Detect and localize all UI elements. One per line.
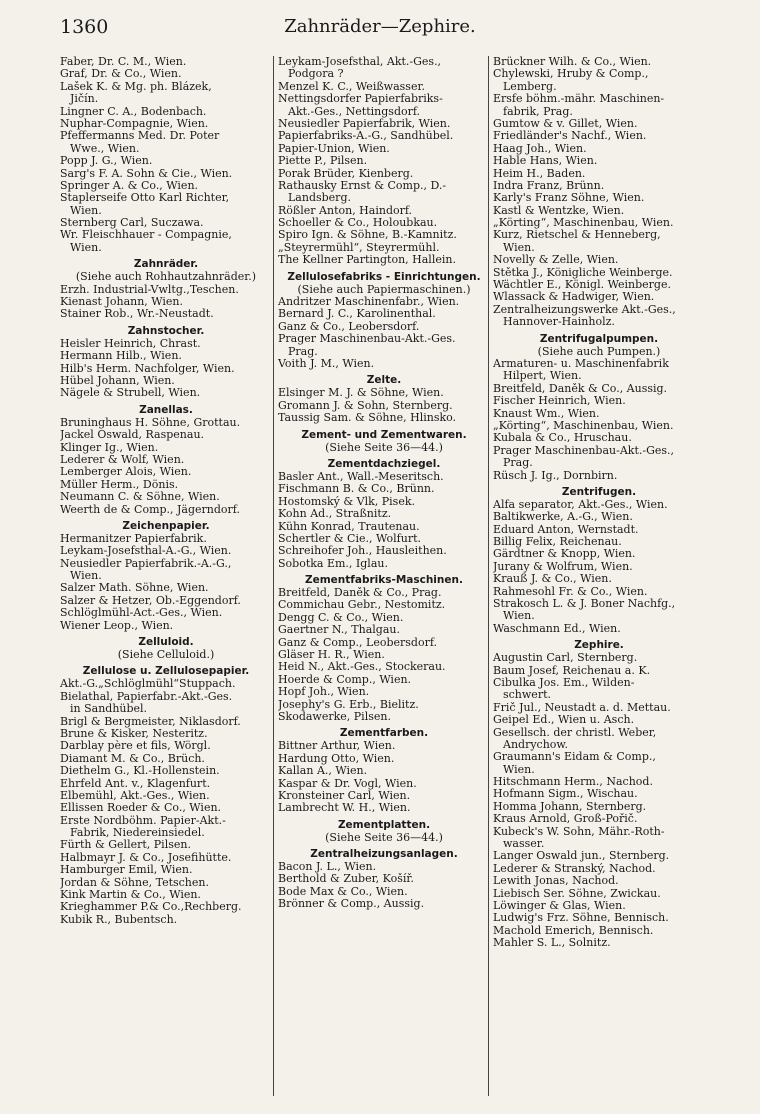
directory-entry: Papierfabriks-A.-G., Sandhübel. — [278, 130, 454, 143]
directory-entry: Stainer Rob., Wr.-Neustadt. — [60, 308, 214, 321]
directory-entry: Kallan A., Wien. — [278, 765, 368, 778]
directory-entry: Billig Felix, Reichenau. — [493, 536, 622, 549]
directory-entry: Elbemühl, Akt.-Ges., Wien. — [60, 789, 210, 802]
directory-entry: Brune & Kisker, Nesteritz. — [60, 727, 208, 740]
directory-entry: Hermanitzer Papierfabrik. — [60, 532, 207, 545]
directory-entry: Indra Franz, Brünn. — [493, 179, 605, 192]
entry-continuation: Hilpert, Wien. — [503, 370, 582, 383]
directory-entry: Liebisch Ser. Söhne, Zwickau. — [493, 887, 661, 900]
cross-reference-note: (Siehe auch Rohhautzahnräder.) — [75, 271, 257, 284]
directory-entry: Cibulka Jos. Em., Wilden- — [493, 676, 635, 689]
section-heading: Zellulose u. Zellulosepapier. — [82, 665, 250, 678]
directory-entry: Hoerde & Comp., Wien. — [278, 673, 412, 686]
directory-entry: Graf, Dr. & Co., Wien. — [60, 68, 182, 81]
directory-entry: Hübel Johann, Wien. — [60, 374, 175, 387]
directory-entry: Neusiedler Papierfabrik, Wien. — [278, 117, 451, 130]
directory-entry: Leykam-Josefsthal-A.-G., Wien. — [60, 545, 232, 558]
directory-entry: Popp J. G., Wien. — [60, 155, 153, 168]
directory-entry: Nettingsdorfer Papierfabriks- — [278, 93, 443, 106]
directory-entry: Wlassack & Hadwiger, Wien. — [493, 291, 655, 304]
directory-entry: Kastl & Wentzke, Wien. — [493, 204, 625, 217]
directory-entry: Waschmann Ed., Wien. — [493, 622, 621, 635]
directory-entry: Lemberger Alois, Wien. — [60, 466, 192, 479]
section-heading: Zementdachziegel. — [327, 457, 441, 470]
directory-entry: Hilb's Herm. Nachfolger, Wien. — [60, 362, 235, 375]
page-number: 1360 — [60, 16, 109, 38]
section-heading: Zahnstocher. — [127, 324, 205, 337]
directory-entry: Josephy's G. Erb., Bielitz. — [278, 698, 419, 711]
directory-entry: Hardung Otto, Wien. — [278, 752, 395, 765]
directory-entry: Ganz & Co., Leobersdorf. — [278, 320, 420, 333]
entry-continuation: in Sandhübel. — [70, 703, 148, 716]
directory-entry: Bode Max & Co., Wien. — [278, 885, 408, 898]
cross-reference-note: (Siehe Celluloid.) — [117, 649, 215, 662]
directory-entry: Andritzer Maschinenfabr., Wien. — [278, 296, 460, 309]
entry-continuation: Wwe., Wien. — [70, 142, 140, 155]
entry-continuation: Fabrik, Niedereinsiedel. — [70, 827, 205, 840]
directory-entry: Heisler Heinrich, Chrast. — [60, 337, 201, 350]
directory-entry: Geipel Ed., Wien u. Asch. — [493, 714, 635, 727]
directory-entry: Prager Maschinenbau-Akt.-Ges. — [278, 333, 456, 346]
cross-reference-note: (Siehe Seite 36—44.) — [325, 441, 443, 454]
directory-entry: Ehrfeld Ant. v., Klagenfurt. — [60, 777, 211, 790]
directory-entry: Kohn Ad., Straßnitz. — [278, 508, 392, 521]
directory-entry: Lederer & Stranský, Nachod. — [493, 862, 656, 875]
directory-entry: Schoeller & Co., Holoubkau. — [278, 217, 438, 230]
directory-entry: Diamant M. & Co., Brüch. — [60, 752, 205, 765]
directory-entry: Piette P., Pilsen. — [278, 155, 368, 168]
entry-continuation: Wien. — [70, 204, 102, 217]
directory-entry: Zentralheizungswerke Akt.-Ges., — [493, 303, 676, 316]
directory-entry: Salzer & Hetzer, Ob.-Eggendorf. — [60, 594, 241, 607]
directory-entry: The Kellner Partington, Hallein. — [278, 254, 456, 267]
entry-continuation: Jičín. — [70, 93, 99, 106]
directory-entry: Hostomský & Vlk, Pisek. — [278, 495, 416, 508]
directory-entry: Lewith Jonas, Nachod. — [493, 875, 619, 888]
directory-entry: Kraus Arnold, Groß-Pořič. — [493, 813, 638, 826]
directory-entry: Sarg's F. A. Sohn & Cie., Wien. — [60, 167, 233, 180]
column-middle — [278, 56, 490, 911]
directory-entry: Mahler S. L., Solnitz. — [493, 937, 611, 950]
directory-entry: „Körting“, Maschinenbau, Wien. — [493, 217, 674, 230]
directory-entry: Weerth de & Comp., Jägerndorf. — [60, 503, 240, 516]
column-left — [60, 56, 272, 926]
directory-entry: Elsinger M. J. & Söhne, Wien. — [278, 387, 444, 400]
directory-entry: Rahmesohl Fr. & Co., Wien. — [493, 585, 648, 598]
entry-continuation: Andrychow. — [503, 738, 569, 751]
entry-continuation: wasser. — [503, 838, 545, 851]
directory-entry: Langer Oswald jun., Sternberg. — [493, 850, 670, 863]
directory-entry: Commichau Gebr., Nestomitz. — [278, 599, 446, 612]
section-heading: Zellulosefabriks - Einrichtungen. — [287, 270, 481, 283]
directory-entry: Hable Hans, Wien. — [493, 155, 598, 168]
directory-entry: Knaust Wm., Wien. — [493, 407, 600, 420]
directory-entry: Halbmayr J. & Co., Josefihütte. — [60, 851, 232, 864]
entry-continuation: Wien. — [70, 570, 102, 583]
directory-entry: Menzel K. C., Weißwasser. — [278, 80, 426, 93]
column-right — [493, 56, 705, 950]
directory-entry: Löwinger & Glas, Wien. — [493, 900, 626, 912]
entry-continuation: Lemberg. — [503, 80, 557, 93]
directory-entry: Neumann C. & Söhne, Wien. — [60, 491, 220, 504]
directory-entry: Kink Martin & Co., Wien. — [60, 889, 201, 902]
directory-entry: Akt.-G.„Schlöglmühl“Stuppach. — [60, 678, 236, 691]
directory-entry: Bernard J. C., Karolinenthal. — [278, 308, 436, 321]
directory-entry: Jackel Oswald, Raspenau. — [60, 429, 205, 442]
directory-entry: Hofmann Sigm., Wischau. — [493, 788, 638, 801]
directory-entry: Jordan & Söhne, Tetschen. — [60, 876, 209, 889]
directory-entry: Baum Josef, Reichenau a. K. — [493, 664, 651, 677]
directory-entry: Brückner Wilh. & Co., Wien. — [493, 56, 652, 68]
directory-entry: Kaspar & Dr. Vogl, Wien. — [278, 777, 417, 790]
directory-entry: Lingner C. A., Bodenbach. — [60, 105, 207, 118]
entry-continuation: Akt.-Ges., Nettingsdorf. — [288, 105, 421, 118]
directory-entry: Bittner Arthur, Wien. — [278, 740, 396, 753]
directory-entry: Kubik R., Bubentsch. — [60, 913, 178, 926]
directory-entry: Hitschmann Herm., Nachod. — [493, 776, 653, 789]
directory-entry: Gumtow & v. Gillet, Wien. — [493, 117, 638, 130]
cross-reference-note: (Siehe Seite 36—44.) — [325, 831, 443, 844]
directory-entry: Schlöglmühl-Act.-Ges., Wien. — [60, 607, 223, 620]
entry-continuation: Wien. — [503, 241, 535, 254]
directory-entry: Wächtler E., Königl. Weinberge. — [493, 279, 671, 292]
directory-entry: Erzh. Industrial-Vwltg.,Teschen. — [60, 283, 239, 296]
directory-entry: Krauß J. & Co., Wien. — [493, 573, 612, 586]
directory-entry: Kurz, Rietschel & Henneberg, — [493, 229, 661, 242]
entry-continuation: Landsberg. — [288, 192, 351, 205]
directory-entry: Lederer & Wolf, Wien. — [60, 453, 185, 466]
directory-entry: Ludwig's Frz. Söhne, Bennisch. — [493, 912, 669, 925]
directory-entry: Gärdtner & Knopp, Wien. — [493, 548, 636, 561]
directory-entry: Bruninghaus H. Söhne, Grottau. — [60, 416, 241, 429]
directory-entry: Lambrecht W. H., Wien. — [278, 802, 411, 815]
directory-entry: Hamburger Emil, Wien. — [60, 864, 193, 877]
directory-entry: Strakosch L. & J. Boner Nachfg., — [493, 598, 676, 611]
directory-entry: Armaturen- u. Maschinenfabrik — [493, 357, 669, 370]
directory-entry: Eduard Anton, Wernstadt. — [493, 523, 639, 536]
directory-entry: Neusiedler Papierfabrik.-A.-G., — [60, 557, 232, 570]
directory-entry: Gläser H. R., Wien. — [278, 649, 385, 662]
directory-entry: Machold Emerich, Bennisch. — [493, 924, 654, 937]
directory-entry: Fischer Heinrich, Wien. — [493, 395, 626, 408]
directory-entry: Bacon J. L., Wien. — [278, 861, 377, 874]
directory-entry: Fürth & Gellert, Pilsen. — [60, 839, 191, 852]
directory-entry: Haag Joh., Wien. — [493, 142, 587, 155]
section-heading: Zephire. — [574, 639, 624, 652]
directory-entry: Nägele & Strubell, Wien. — [60, 387, 201, 400]
section-heading: Zentrifugalpumpen. — [539, 332, 659, 345]
directory-entry: Skodawerke, Pilsen. — [278, 710, 391, 723]
directory-entry: Heid N., Akt.-Ges., Stockerau. — [278, 661, 446, 674]
directory-entry: Diethelm G., Kl.-Hollenstein. — [60, 765, 220, 778]
directory-entry: Springer A. & Co., Wien. — [60, 179, 199, 192]
directory-entry: Rößler Anton, Haindorf. — [278, 204, 413, 217]
section-heading: Zeichenpapier. — [122, 519, 210, 532]
directory-entry: Schreihofer Joh., Hausleithen. — [278, 545, 447, 558]
page-title: Zahnräder—Zephire. — [284, 16, 476, 37]
directory-entry: Rüsch J. Ig., Dornbirn. — [493, 469, 618, 482]
directory-entry: Pfeffermanns Med. Dr. Poter — [60, 130, 220, 143]
directory-entry: Jurany & Wolfrum, Wien. — [493, 560, 633, 573]
directory-entry: „Körting“, Maschinenbau, Wien. — [493, 419, 674, 432]
directory-entry: Prager Maschinenbau-Akt.-Ges., — [493, 444, 675, 457]
directory-entry: Ganz & Comp., Leobersdorf. — [278, 636, 438, 649]
directory-entry: Gesellsch. der christl. Weber, — [493, 726, 657, 739]
directory-entry: Basler Ant., Wall.-Meseritsch. — [278, 470, 444, 483]
section-heading: Zementfabriks-Maschinen. — [305, 574, 463, 587]
section-heading: Zelte. — [366, 374, 402, 387]
directory-entry: Müller Herm., Dönis. — [60, 478, 179, 491]
directory-entry: Karly's Franz Söhne, Wien. — [493, 192, 645, 205]
directory-entry: Sternberg Carl, Suczawa. — [60, 217, 204, 230]
directory-entry: Berthold & Zuber, Košíř. — [278, 873, 414, 886]
page-header — [60, 16, 700, 42]
directory-entry: Kronsteiner Carl, Wien. — [278, 789, 411, 802]
directory-entry: Brigl & Bergmeister, Niklasdorf. — [60, 715, 241, 728]
directory-entry: Klinger Ig., Wien. — [60, 441, 159, 454]
directory-entry: Graumann's Eidam & Comp., — [493, 751, 656, 764]
directory-entry: Kienast Johann, Wien. — [60, 296, 184, 309]
directory-entry: Taussig Sam. & Söhne, Hlinsko. — [278, 412, 457, 425]
entry-continuation: Podgora ? — [288, 68, 344, 81]
directory-entry: Spiro Ign. & Söhne, B.-Kamnitz. — [278, 229, 457, 242]
directory-entry: Kühn Konrad, Trautenau. — [278, 520, 420, 533]
entry-continuation: schwert. — [503, 689, 551, 702]
directory-entry: Sobotka Em., Iglau. — [278, 557, 388, 570]
directory-entry: Novelly & Zelle, Wien. — [493, 254, 619, 267]
directory-entry: Homma Johann, Sternberg. — [493, 800, 647, 813]
entry-continuation: Wien. — [70, 241, 102, 254]
directory-entry: Papier-Union, Wien. — [278, 142, 390, 155]
directory-entry: Štětka J., Königliche Weinberge. — [493, 266, 673, 279]
directory-entry: Breitfeld, Daněk & Co., Aussig. — [493, 382, 668, 395]
directory-entry: Nuphar-Compagnie, Wien. — [60, 117, 209, 130]
directory-entry: Kubeck's W. Sohn, Mähr.-Roth- — [493, 825, 665, 838]
directory-entry: Baltikwerke, A.-G., Wien. — [493, 511, 633, 524]
directory-entry: Fischmann B. & Co., Brünn. — [278, 483, 435, 496]
directory-entry: Friedländer's Nachf., Wien. — [493, 130, 647, 143]
directory-entry: Augustin Carl, Sternberg. — [493, 652, 638, 665]
entry-continuation: Prag. — [288, 345, 318, 358]
directory-entry: Ersfe böhm.-mähr. Maschinen- — [493, 93, 665, 106]
directory-entry: Rathausky Ernst & Comp., D.- — [278, 179, 447, 192]
section-heading: Zementfarben. — [339, 727, 429, 740]
directory-entry: Voith J. M., Wien. — [278, 357, 375, 370]
section-heading: Zentralheizungsanlagen. — [310, 848, 458, 861]
directory-entry: Breitfeld, Daněk & Co., Prag. — [278, 587, 442, 600]
section-heading: Zelluloid. — [138, 636, 194, 649]
directory-entry: Gromann J. & Sohn, Sternberg. — [278, 399, 453, 412]
directory-entry: Chylewski, Hruby & Comp., — [493, 68, 649, 81]
directory-entry: Lašek K. & Mg. ph. Blázek, — [60, 80, 212, 93]
entry-continuation: Prag. — [503, 457, 533, 470]
directory-entry: Kubala & Co., Hruschau. — [493, 432, 632, 445]
section-heading: Zentrifugen. — [561, 485, 637, 498]
directory-entry: Dengg C. & Co., Wien. — [278, 611, 404, 624]
directory-entry: Erste Nordböhm. Papier-Akt.- — [60, 814, 226, 827]
directory-entry: Hopf Joh., Wien. — [278, 686, 370, 699]
entry-continuation: fabrik, Prag. — [503, 105, 573, 118]
directory-entry: Gaertner N., Thalgau. — [278, 624, 400, 637]
directory-entry: Wiener Leop., Wien. — [60, 619, 174, 632]
directory-entry: Krieghammer P.& Co.,Rechberg. — [60, 901, 242, 914]
cross-reference-note: (Siehe auch Papiermaschinen.) — [297, 283, 471, 296]
directory-entry: Bielathal, Papierfabr.-Akt.-Ges. — [60, 690, 233, 703]
directory-entry: Salzer Math. Söhne, Wien. — [60, 582, 209, 595]
section-heading: Zement- und Zementwaren. — [301, 428, 467, 441]
section-heading: Zahnräder. — [133, 258, 199, 271]
entry-continuation: Wien. — [503, 610, 535, 623]
directory-entry: Leykam-Josefsthal, Akt.-Ges., — [278, 56, 442, 68]
directory-entry: Porak Brüder, Kienberg. — [278, 167, 414, 180]
directory-entry: Darblay père et fils, Wörgl. — [60, 740, 211, 753]
section-heading: Zanellas. — [139, 403, 193, 416]
directory-entry: Wr. Fleischhauer - Compagnie, — [60, 229, 232, 242]
directory-entry: Brönner & Comp., Aussig. — [278, 898, 425, 911]
entry-continuation: Wien. — [503, 763, 535, 776]
column-divider — [273, 56, 274, 1096]
directory-entry: Ellissen Roeder & Co., Wien. — [60, 802, 222, 815]
directory-entry: Frič Jul., Neustadt a. d. Mettau. — [493, 701, 671, 714]
directory-entry: Heim H., Baden. — [493, 167, 586, 180]
entry-continuation: Hannover-Hainholz. — [503, 316, 615, 329]
section-heading: Zementplatten. — [337, 818, 431, 831]
directory-entry: Alfa separator, Akt.-Ges., Wien. — [493, 498, 668, 511]
directory-entry: Staplerseife Otto Karl Richter, — [60, 192, 230, 205]
directory-entry: Schertler & Cie., Wolfurt. — [278, 532, 422, 545]
directory-entry: Faber, Dr. C. M., Wien. — [60, 56, 187, 68]
cross-reference-note: (Siehe auch Pumpen.) — [537, 345, 661, 358]
directory-entry: Hermann Hilb., Wien. — [60, 350, 182, 363]
directory-entry: „Steyrermühl“, Steyrermühl. — [278, 241, 440, 254]
